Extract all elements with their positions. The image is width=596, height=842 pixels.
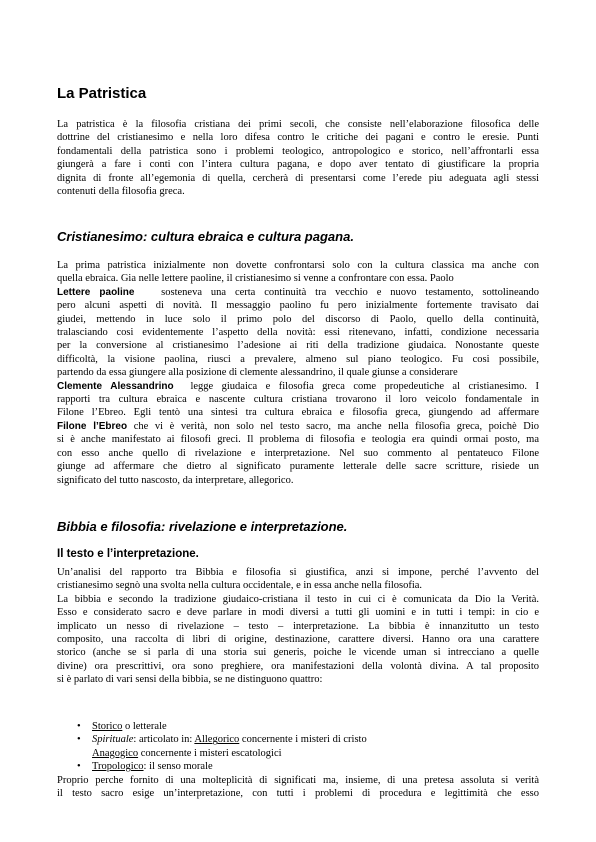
text-line: implicato un nesso di rivelazione – testo – interpretazione. La bibbia è innanzitutto un testo xyxy=(57,620,539,632)
text-line: contenuti della filosofia greca. xyxy=(57,186,185,198)
term-clemente-alessandrino: Clemente Alessandrino xyxy=(57,380,174,392)
text-line: per la conversione al cristianesimo l’adesione ai riti della tradizione giudaica. Nonostante queste xyxy=(57,340,539,352)
bullet-icon: • xyxy=(77,734,81,746)
section-heading-bibbia: Bibbia e filosofia: rivelazione e interpretazione. xyxy=(57,519,348,534)
term-lettere-paoline: Lettere paoline xyxy=(57,286,135,298)
text-line: significato del tutto nascosto, da interpretare, allegorico. xyxy=(57,474,294,486)
list-subitem: Anagogico concernente i misteri escatologici xyxy=(92,747,282,759)
text-line: fondamentali della patristica sono i problemi teologico, antropologico e storico, nell’affrontarli essa xyxy=(57,145,539,157)
text-line: dottrine del cristianesimo e nella loro difesa contro le critiche dei pagani e contro le eresie. Punti xyxy=(57,132,539,144)
text-line: con esso anche quello di rivelazione e interpretazione. Nel suo commento al pentateuco Filone xyxy=(57,447,539,459)
text-line: difficoltà, la visione paolina, riusci a prevalere, almeno sul piano teologico. Fu cosi possibile, xyxy=(57,353,539,365)
text-line: dignita di fronte all’egemonia di quella, cercherà di presentarsi come l’erede piu adeguata agli stessi xyxy=(57,172,539,184)
text-line: si è anche manifestato ai filosofi greci. Il problema di filosofia e teologia era quindi ormai posto, ma xyxy=(57,434,539,446)
text-line: Filone l’Ebreo che vi è verità, non solo nel testo sacro, ma anche nella filosofia greca, poichè Dio xyxy=(57,420,539,432)
text-line: partendo da essa giungere alla posizione di clemente alessandrino, il quale giunse a considerare xyxy=(57,367,458,379)
text-line: Lettere paoline sosteneva una certa continuità tra vecchio e nuovo testamento, sottolineando xyxy=(57,286,540,298)
text-line: giudei, mettendo in luce solo il primo polo del discorso di Paolo, quello della continuità, xyxy=(57,313,539,325)
text-line: storico (anche se si parla di una storia sui generis, poiche le vicende uman si intrecciano a quelle xyxy=(57,647,539,659)
subheading-testo: Il testo e l’interpretazione. xyxy=(57,548,199,560)
text-line: Proprio perche fornito di una molteplicità di significati ma, insieme, di una pretesa assoluta si verità xyxy=(57,775,539,786)
page-title: La Patristica xyxy=(57,85,147,102)
list-item: • Spirituale: articolato in: Allegorico concernente i misteri di cristo xyxy=(77,734,367,746)
text-line: La bibbia e secondo la tradizione giudaico-cristiana il testo in cui ci è comunicata da Dio la Verità. xyxy=(57,593,539,605)
text-line: si è parlato di vari sensi della bibbia, se ne distinguono quattro: xyxy=(57,674,323,686)
text-line: Un’analisi del rapporto tra Bibbia e filosofia si giustifica, anzi si impone, perché l’avvento del xyxy=(57,567,539,578)
section-cristianesimo-paragraph xyxy=(57,259,539,487)
text-line: il testo sacro esige un’interpretazione, con tutti i problemi di procedura e legittimità che esso xyxy=(57,788,539,800)
bullet-icon: • xyxy=(77,761,81,773)
section-heading-cristianesimo: Cristianesimo: cultura ebraica e cultura pagana. xyxy=(57,229,354,244)
text-line: quella ebraica. Gia nelle lettere paoline, il cristianesimo si venne a confrontare con essa. Paolo xyxy=(57,273,454,285)
text-line: giungerà a fare i conti con l’intera cultura pagana, e dopo aver tentato di giustificare la propria xyxy=(57,159,539,171)
text-line: Esso e considerato sacro e deve parlare in modi diversi a tutti gli uomini e in tutti i tempi: in cio e xyxy=(57,607,539,619)
text-line: Clemente Alessandrino legge giudaica e filosofia greca come propedeutiche al cristianesimo. I xyxy=(57,380,539,392)
text-line: giunge ad affermare che dietro al significato puramente letterale delle sacre scritture, risiede un xyxy=(57,461,539,473)
text-line: rapporti tra cultura ebraica e nascente cultura cristiana trovarono il loro veicolo fondamentale in xyxy=(57,394,539,406)
list-item: • Tropologico: il senso morale xyxy=(77,761,213,773)
text-line: tralasciando cosi evidentemente l’aspetto della novità: essi ritenevano, infatti, condizione necessaria xyxy=(57,327,539,339)
text-line: cristianesimo segnò una svolta nella cultura occidentale, e in essa anche nella filosofia. xyxy=(57,580,423,592)
closing-paragraph xyxy=(57,774,539,801)
text-line: La patristica è la filosofia cristiana dei primi secoli, che consiste nell’elaborazione filosofica delle xyxy=(57,119,539,130)
list-item: • Storico o letterale xyxy=(77,721,167,732)
text-line: composito, una raccolta di libri di origine, destinazione, carattere diversi. Hanno ora una carattere xyxy=(57,634,539,646)
text-line: Filone l’Ebreo. Egli tentò una sintesi tra cultura ebraica e filosofia greca, giungendo ad affermare xyxy=(57,407,539,419)
text-line: divine) ora prescrittivi, ora sono preghiere, ora manifestazioni della volontà divina. A tal proposito xyxy=(57,660,539,672)
section-bibbia-paragraph xyxy=(57,566,539,687)
text-line: pero alcuni aspetti di novità. Il messaggio paolino fu pero inizialmente fortemente travisato dai xyxy=(57,300,539,312)
text-line: La prima patristica inizialmente non dovette confrontarsi solo con la cultura classica ma anche con xyxy=(57,260,539,271)
intro-paragraph xyxy=(57,118,539,198)
senses-list xyxy=(57,720,539,774)
bullet-icon: • xyxy=(77,721,81,732)
term-filone-ebreo: Filone l’Ebreo xyxy=(57,420,128,432)
